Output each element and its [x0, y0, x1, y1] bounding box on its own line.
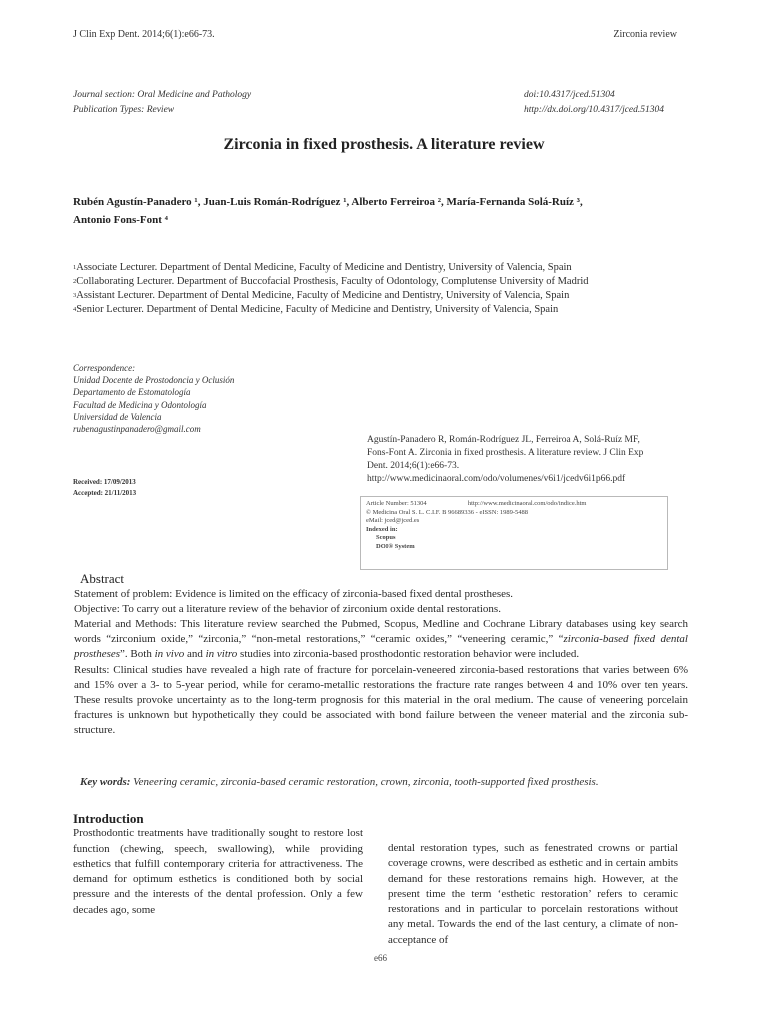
intro-paragraph-1: Prosthodontic treatments have traditionally sought to restore lost function (chewing, speech, swallowing), while providing esthetics that fulfill contemporary criteria for attractiveness. The demand for optimum esthetics is conditioned both by social pressure and the interests of the dental profession. Only a few decades ago, some [73, 827, 363, 916]
affiliation-2 [73, 275, 589, 289]
authors-line-1: Rubén Agustín-Panadero ¹, Juan-Luis Román-Rodríguez ¹, Alberto Ferreiroa ², María-Fernanda Solá-Ruíz ³, [73, 196, 583, 208]
index-doi: DOI® System [376, 542, 415, 550]
dates [73, 477, 136, 499]
intro-paragraph-2: dental restoration types, such as fenestrated crowns or partial coverage crowns, were described as esthetic and in certain ambits demand for these restorations remains high. However, at the present time the term ‘esthetic restoration’ refers to ceramic restorations and in particular to porcelain restorations without any metal. Towards the end of the last century, a climate of non-acceptance of [388, 842, 678, 946]
abstract-problem: Statement of problem: Evidence is limited on the efficacy of zirconia-based fixed dental prostheses. [74, 588, 514, 601]
abstract-results: Results: Clinical studies have revealed a high rate of fracture for porcelain-veneered zirconia-based restorations that varies between 6% and 15% over a 3- to 5-year period, while for ceramo-metallic restorations the fracture rate ranges between 4 and 10% over ten years. These results provoke uncertainty as to the long-term prognosis for this material in the oral medium. The cause of veneering porcelain fractures is unknown but hypothetically they could be associated with bond failure between the veneer material and the zirconia sub-structure. [74, 663, 688, 736]
affiliations [73, 261, 589, 317]
correspondence-email[interactable]: rubenagustinpanadero@gmail.com [73, 424, 201, 435]
journal-meta [73, 88, 251, 118]
affiliation-number: 1 [73, 264, 77, 271]
contact-email[interactable]: eMail: jced@jced.es [366, 517, 420, 525]
intro-column-left [73, 811, 363, 918]
in-vivo-term: in vivo [154, 648, 185, 661]
info-row [366, 500, 662, 509]
in-vitro-term: in vitro [205, 648, 238, 661]
correspondence-line: Universidad de Valencia [73, 411, 162, 422]
correspondence-line: Unidad Docente de Prostodoncia y Oclusión [73, 375, 235, 386]
doi-block [524, 88, 664, 118]
affiliation-text: Associate Lecturer. Department of Dental Medicine, Faculty of Medicine and Dentistry, University of Valencia, Spain [76, 262, 572, 273]
keywords [80, 775, 678, 790]
author-list [73, 193, 683, 229]
running-section: Zirconia review [613, 29, 677, 40]
doi-link[interactable]: http://dx.doi.org/10.4317/jced.51304 [524, 105, 665, 115]
affiliation-text: Senior Lecturer. Department of Dental Medicine, Faculty of Medicine and Dentistry, University of Valencia, Spain [76, 304, 559, 315]
affiliation-number: 2 [73, 278, 77, 285]
intro-column-right [388, 841, 678, 948]
index-scopus: Scopus [376, 534, 396, 542]
correspondence-line: Departamento de Estomatología [73, 387, 191, 398]
site-url[interactable]: http://www.medicinaoral.com/odo/indice.htm [467, 500, 587, 507]
page-number: e66 [374, 953, 387, 963]
received-date: Received: 17/09/2013 [73, 478, 136, 486]
methods-text: Material and Methods: This literature review searched the Pubmed, Scopus, Medline and Cochrane Library databases using key search words “zirconium oxide,” “zirconia,” “non-metal restorations,” “ceramic oxides,” “veneering ceramic,” “ [74, 618, 688, 646]
abstract-methods [74, 617, 688, 662]
citation-line: Fons-Font A. Zirconia in fixed prosthesis. A literature review. J Clin Exp [367, 448, 644, 458]
running-citation: J Clin Exp Dent. 2014;6(1):e66-73. [73, 29, 215, 40]
citation-line: Dent. 2014;6(1):e66-73. [367, 461, 460, 471]
affiliation-4 [73, 303, 589, 317]
correspondence-heading: Correspondence: [73, 363, 136, 373]
affiliation-1 [73, 261, 589, 275]
affiliation-text: Assistant Lecturer. Department of Dental Medicine, Faculty of Medicine and Dentistry, University of Valencia, Spain [76, 290, 570, 301]
abstract-objective: Objective: To carry out a literature review of the behavior of zirconium oxide dental restorations. [74, 603, 501, 616]
affiliation-3 [73, 289, 589, 303]
methods-emphasis: zirconia-based fixed dental prostheses [74, 633, 688, 661]
journal-section: Journal section: Oral Medicine and Pathology [73, 90, 252, 100]
copyright: © Medicina Oral S. L. C.I.F. B 96689336 - eISSN: 1989-5488 [366, 508, 529, 516]
citation-block [367, 434, 687, 486]
affiliation-number: 3 [73, 292, 77, 299]
indexed-in: Indexed in: [366, 525, 398, 533]
affiliation-number: 4 [73, 306, 77, 313]
methods-text: ”. Both [120, 648, 155, 661]
article-title: Zirconia in fixed prosthesis. A literature review [223, 136, 545, 153]
abstract-heading: Abstract [80, 571, 125, 586]
accepted-date: Accepted: 21/11/2013 [73, 489, 137, 497]
correspondence [73, 362, 234, 435]
abstract [74, 571, 688, 738]
keywords-text: Veneering ceramic, zirconia-based ceramic restoration, crown, zirconia, tooth-supported fixed prosthesis. [130, 776, 599, 788]
article-number: Article Number: 51304 [366, 500, 427, 507]
citation-url[interactable]: http://www.medicinaoral.com/odo/volumenes/v6i1/jcedv6i1p66.pdf [367, 474, 626, 484]
publication-type: Publication Types: Review [73, 105, 175, 115]
methods-text: studies into zirconia-based prosthodontic restoration behavior were included. [237, 648, 580, 661]
correspondence-line: Facultad de Medicina y Odontología [73, 399, 207, 410]
keywords-label: Key words: [80, 776, 131, 788]
article-info-box [360, 496, 668, 570]
doi: doi:10.4317/jced.51304 [524, 90, 615, 100]
intro-heading: Introduction [73, 811, 144, 826]
citation-line: Agustín-Panadero R, Román-Rodríguez JL, Ferreiroa A, Solá-Ruíz MF, [367, 435, 640, 445]
affiliation-text: Collaborating Lecturer. Department of Buccofacial Prosthesis, Faculty of Odontology, Complutense University of Madrid [76, 276, 589, 287]
methods-text: and [184, 648, 206, 661]
authors-line-2: Antonio Fons-Font ⁴ [73, 214, 168, 226]
